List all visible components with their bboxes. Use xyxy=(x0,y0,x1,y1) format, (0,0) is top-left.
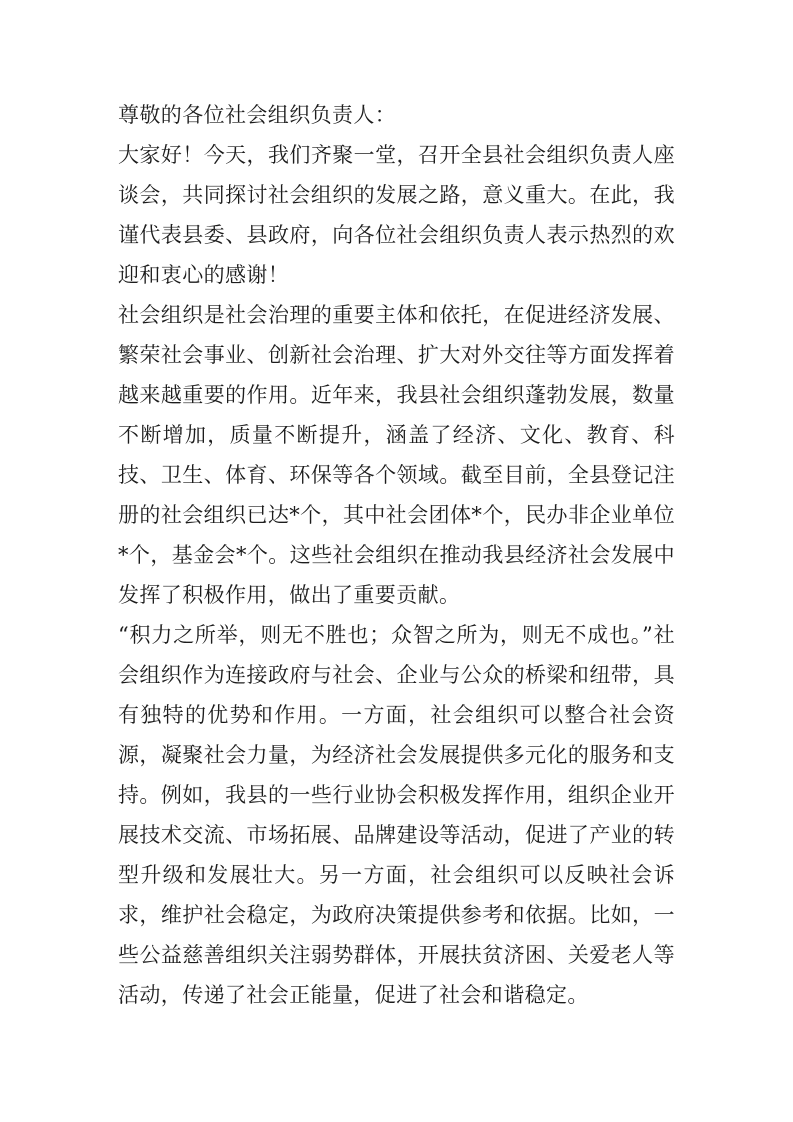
paragraph-opening: 大家好！今天，我们齐聚一堂，召开全县社会组织负责人座谈会，共同探讨社会组织的发展之路，意义重大。在此，我谨代表县委、县政府，向各位社会组织负责人表示热烈的欢迎和衷心的感谢！ xyxy=(118,143,675,287)
paragraph-overview: 社会组织是社会治理的重要主体和依托，在促进经济发展、繁荣社会事业、创新社会治理、扩大对外交往等方面发挥着越来越重要的作用。近年来，我县社会组织蓬勃发展，数量不断增加，质量不断提升，涵盖了经济、文化、教育、科技、卫生、体育、环保等各个领域。截至目前，全县登记注册的社会组织已达*个，其中社会团体*个，民办非企业单位*个，基金会*个。这些社会组织在推动我县经济社会发展中发挥了积极作用，做出了重要贡献。 xyxy=(118,303,675,607)
document-text-block xyxy=(118,95,675,1015)
paragraph-role-of-organizations: “积力之所举，则无不胜也；众智之所为，则无不成也。”社会组织作为连接政府与社会、企业与公众的桥梁和纽带，具有独特的优势和作用。一方面，社会组织可以整合社会资源，凝聚社会力量，为经济社会发展提供多元化的服务和支持。例如，我县的一些行业协会积极发挥作用，组织企业开展技术交流、市场拓展、品牌建设等活动，促进了产业的转型升级和发展壮大。另一方面，社会组织可以反映社会诉求，维护社会稳定，为政府决策提供参考和依据。比如，一些公益慈善组织关注弱势群体，开展扶贫济困、关爱老人等活动，传递了社会正能量，促进了社会和谐稳定。 xyxy=(118,623,675,1007)
paragraph-salutation: 尊敬的各位社会组织负责人： xyxy=(118,103,397,127)
